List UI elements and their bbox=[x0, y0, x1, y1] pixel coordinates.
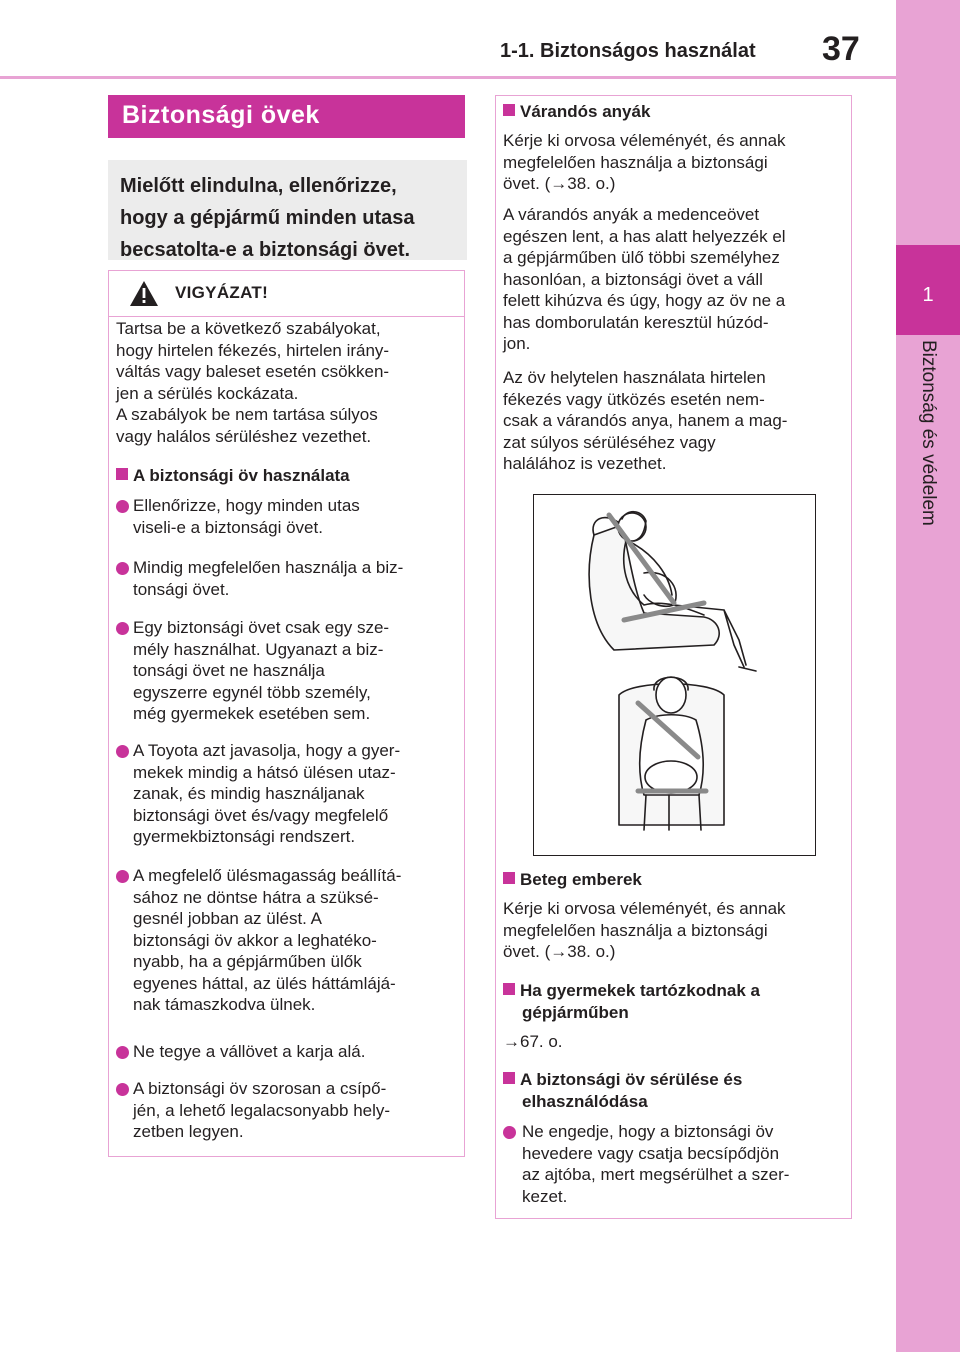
list-item bbox=[133, 557, 463, 600]
text-line: elhasználódása bbox=[522, 1091, 648, 1111]
bullet-marker-icon bbox=[116, 745, 129, 758]
list-item bbox=[522, 1121, 848, 1207]
pregnant-heading bbox=[503, 101, 650, 123]
pregnant-seatbelt-illustration bbox=[533, 494, 816, 856]
children-heading bbox=[503, 980, 848, 1023]
text-line: A biztonsági öv szorosan a csípő- bbox=[133, 1079, 387, 1098]
text-line: megfelelően használja a biztonsági bbox=[503, 920, 768, 940]
text-line: hevedere vagy csatja becsípődjön bbox=[522, 1143, 780, 1163]
text-line: hasonlóan, a biztonsági övet a váll bbox=[503, 269, 763, 289]
text-line: nak támaszkodva ülnek. bbox=[133, 995, 316, 1014]
chapter-side-tab bbox=[896, 0, 960, 1352]
page-reference: →67. o. bbox=[503, 1032, 563, 1051]
text-line: mekek mindig a hátsó ülésen utaz- bbox=[133, 762, 396, 782]
heading-square-icon bbox=[503, 1072, 515, 1084]
bullet-marker-icon bbox=[116, 1083, 129, 1096]
text-line: Mindig megfelelően használja a biz- bbox=[133, 558, 404, 577]
warning-header bbox=[109, 271, 464, 317]
intro-line: becsatolta-e a biztonsági övet. bbox=[120, 239, 411, 261]
intro-line: Mielőtt elindulna, ellenőrizze, bbox=[120, 175, 397, 197]
heading-square-icon bbox=[116, 468, 128, 480]
text-line: A várandós anyák a medenceövet bbox=[503, 205, 760, 224]
text-line: A megfelelő ülésmagasság beállítá- bbox=[133, 866, 402, 885]
bullet-marker-icon bbox=[116, 870, 129, 883]
list-item bbox=[133, 617, 463, 725]
list-item bbox=[133, 1078, 463, 1143]
text-line: egyszerre egynél több személy, bbox=[133, 682, 371, 702]
text-line: hogy hirtelen fékezés, hirtelen irány- bbox=[116, 340, 390, 360]
paragraph bbox=[503, 130, 848, 195]
text-line: Az öv helytelen használata hirtelen bbox=[503, 368, 766, 387]
text-line: viseli-e a biztonsági övet. bbox=[133, 517, 323, 537]
intro-line: hogy a gépjármű minden utasa bbox=[120, 207, 415, 229]
text-line: zanak, és mindig használjanak bbox=[133, 784, 365, 803]
text-line: biztonsági öv akkor a leghatéko- bbox=[133, 930, 377, 950]
text-line: Tartsa be a következő szabályokat, bbox=[116, 319, 381, 338]
heading-text: Beteg emberek bbox=[520, 870, 642, 889]
list-item bbox=[133, 740, 463, 848]
warning-triangle-icon bbox=[129, 280, 159, 307]
text-line: Ne engedje, hogy a biztonsági öv bbox=[522, 1122, 774, 1141]
text-line: felett kihúzva és úgy, hogy az öv ne a bbox=[503, 291, 786, 310]
bullet-marker-icon bbox=[116, 1046, 129, 1059]
text-line: Egy biztonsági övet csak egy sze- bbox=[133, 618, 390, 637]
bullet-marker-icon bbox=[116, 562, 129, 575]
header-rule bbox=[0, 76, 896, 79]
heading-text: A biztonsági öv használata bbox=[133, 466, 350, 485]
damage-heading bbox=[503, 1069, 848, 1112]
heading-square-icon bbox=[503, 872, 515, 884]
text-line: Ellenőrizze, hogy minden utas bbox=[133, 496, 360, 515]
heading-square-icon bbox=[503, 983, 515, 995]
text-line: jon. bbox=[503, 334, 531, 353]
page-title: Biztonsági övek bbox=[108, 95, 465, 138]
text-line bbox=[503, 980, 848, 1002]
text-line: csak a várandós anya, hanem a mag- bbox=[503, 411, 788, 430]
bullet-marker-icon bbox=[503, 1126, 516, 1139]
text-line: tonsági övet. bbox=[133, 579, 230, 599]
text-line: sához ne döntse hátra a szüksé- bbox=[133, 887, 379, 907]
text-line: váltás vagy baleset esetén csökken- bbox=[116, 362, 390, 381]
text-line: egészen lent, a has alatt helyezzék el bbox=[503, 226, 786, 246]
list-item bbox=[133, 865, 463, 1016]
text-line: az ajtóba, mert megsérülhet a szer- bbox=[522, 1165, 790, 1184]
text-line: Kérje ki orvosa véleményét, és annak bbox=[503, 131, 786, 150]
warning-title: VIGYÁZAT! bbox=[175, 283, 269, 302]
text-line: gesnél jobban az ülést. A bbox=[133, 909, 323, 928]
text-line: gépjárműben bbox=[522, 1002, 629, 1022]
text-line: A Toyota azt javasolja, hogy a gyer- bbox=[133, 741, 401, 760]
sick-heading bbox=[503, 869, 642, 891]
text-line: mély használhat. Ugyanazt a biz- bbox=[133, 639, 384, 659]
text-line bbox=[503, 1069, 848, 1091]
text-line: zat súlyos sérüléséhez vagy bbox=[503, 432, 716, 452]
heading-square-icon bbox=[503, 104, 515, 116]
seatbelt-figure-image bbox=[534, 495, 814, 854]
text-line: kezet. bbox=[522, 1186, 568, 1206]
text-line: jén, a lehető legalacsonyabb hely- bbox=[133, 1100, 391, 1120]
warning-intro bbox=[116, 318, 461, 447]
intro-box bbox=[108, 160, 467, 260]
text-line: a gépjárműben ülő többi személyhez bbox=[503, 248, 780, 267]
text-line: halálához is vezethet. bbox=[503, 454, 667, 473]
text-line: egyenes háttal, az ülés háttámlájá- bbox=[133, 973, 396, 993]
text-line: még gyermekek esetében sem. bbox=[133, 704, 371, 723]
text-line: Ne tegye a vállövet a karja alá. bbox=[133, 1042, 366, 1061]
text-line: fékezés vagy ütközés esetén nem- bbox=[503, 389, 765, 409]
page-number: 37 bbox=[822, 30, 860, 68]
text-line: jen a sérülés kockázata. bbox=[116, 383, 299, 403]
text-line: biztonsági övet és/vagy megfelelő bbox=[133, 805, 389, 825]
chapter-number: 1 bbox=[922, 284, 934, 306]
text-line: has domborulatán keresztül húzód- bbox=[503, 312, 769, 332]
warning-section-heading bbox=[116, 465, 350, 487]
text-line: övet. (→38. o.) bbox=[503, 174, 616, 193]
heading-text: A biztonsági öv sérülése és bbox=[520, 1070, 743, 1089]
paragraph bbox=[503, 204, 848, 355]
bullet-marker-icon bbox=[116, 622, 129, 635]
text-line: övet. (→38. o.) bbox=[503, 942, 616, 961]
text-line: A szabályok be nem tartása súlyos bbox=[116, 405, 378, 424]
paragraph bbox=[503, 367, 848, 475]
text-line: tonsági övet ne használja bbox=[133, 661, 325, 680]
text-line: vagy halálos sérüléshez vezethet. bbox=[116, 426, 372, 446]
chapter-label: Biztonság és védelem bbox=[918, 340, 939, 526]
text-line: Kérje ki orvosa véleményét, és annak bbox=[503, 899, 786, 918]
list-item bbox=[133, 495, 463, 538]
text-line: gyermekbiztonsági rendszert. bbox=[133, 827, 356, 846]
list-item bbox=[133, 1041, 463, 1063]
paragraph bbox=[503, 898, 848, 963]
text-line: nyabb, ha a gépjárműben ülők bbox=[133, 952, 362, 971]
text-line: megfelelően használja a biztonsági bbox=[503, 152, 768, 172]
text-line: zetben legyen. bbox=[133, 1122, 244, 1141]
heading-text: Várandós anyák bbox=[520, 102, 651, 121]
section-header: 1-1. Biztonságos használat bbox=[500, 40, 756, 62]
bullet-marker-icon bbox=[116, 500, 129, 513]
heading-text: Ha gyermekek tartózkodnak a bbox=[520, 981, 760, 1000]
